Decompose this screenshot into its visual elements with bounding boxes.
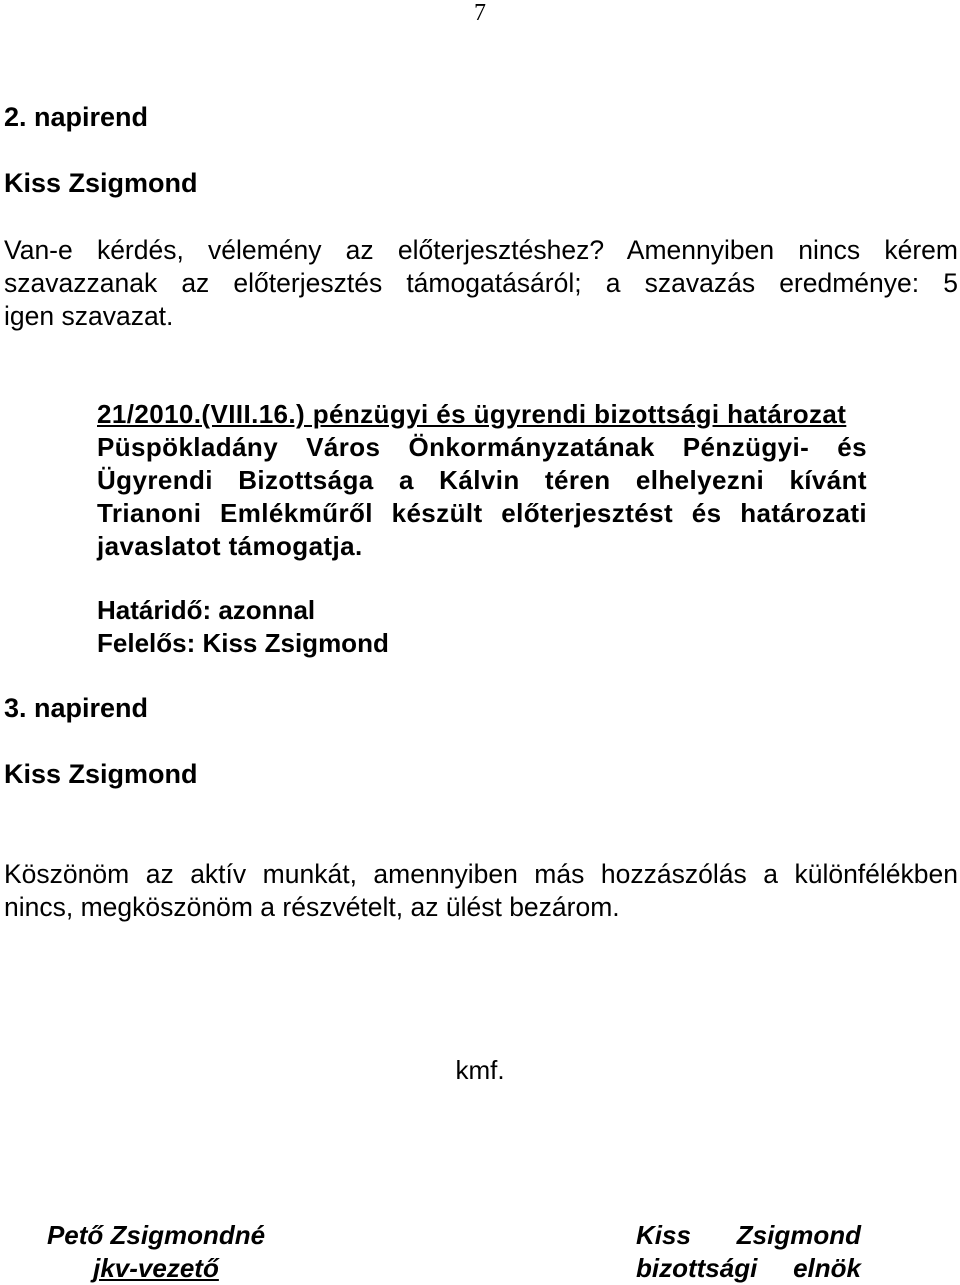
resolution-body-line: Püspökladány Város Önkormányzatának Pénzügyi- és xyxy=(97,432,867,462)
agenda-3-heading: 3. napirend xyxy=(4,693,149,723)
signature-left xyxy=(30,1219,282,1285)
agenda-2-text-line: Van-e kérdés, vélemény az előterjesztéshez? Amennyiben nincs kérem xyxy=(4,235,958,265)
agenda-3-text-line: nincs, megköszönöm a részvételt, az ülést bezárom. xyxy=(4,892,620,922)
resolution-responsible: Felelős: Kiss Zsigmond xyxy=(97,628,389,658)
resolution-meta xyxy=(97,594,389,660)
resolution-title: 21/2010.(VIII.16.) pénzügyi és ügyrendi bizottsági határozat xyxy=(97,399,847,429)
agenda-3-text xyxy=(4,858,958,924)
agenda-2-text xyxy=(4,234,958,333)
signature-right-name: Kiss Zsigmond xyxy=(636,1220,861,1250)
signature-right-role: bizottsági elnök xyxy=(636,1253,861,1283)
agenda-2-text-line: szavazzanak az előterjesztés támogatásáról; a szavazás eredménye: 5 xyxy=(4,268,958,298)
resolution-body-line: Ügyrendi Bizottsága a Kálvin téren elhelyezni kívánt xyxy=(97,465,867,495)
agenda-2-heading: 2. napirend xyxy=(4,102,149,132)
signature-left-role: jkv-vezető xyxy=(93,1253,219,1283)
resolution-body-line: Trianoni Emlékműről készült előterjesztést és határozati xyxy=(97,498,867,528)
resolution-block xyxy=(97,398,867,563)
resolution-deadline: Határidő: azonnal xyxy=(97,595,316,625)
resolution-body-line: javaslatot támogatja. xyxy=(97,531,363,561)
signature-left-name: Pető Zsigmondné xyxy=(46,1220,266,1250)
agenda-3-speaker: Kiss Zsigmond xyxy=(4,759,198,789)
agenda-3-text-line: Köszönöm az aktív munkát, amennyiben más hozzászólás a különfélékben xyxy=(4,859,958,889)
kmf-label: kmf. xyxy=(455,1055,505,1085)
agenda-2-text-line: igen szavazat. xyxy=(4,301,174,331)
signature-right xyxy=(636,1219,861,1285)
page-number: 7 xyxy=(474,0,486,26)
agenda-2-speaker: Kiss Zsigmond xyxy=(4,168,198,198)
